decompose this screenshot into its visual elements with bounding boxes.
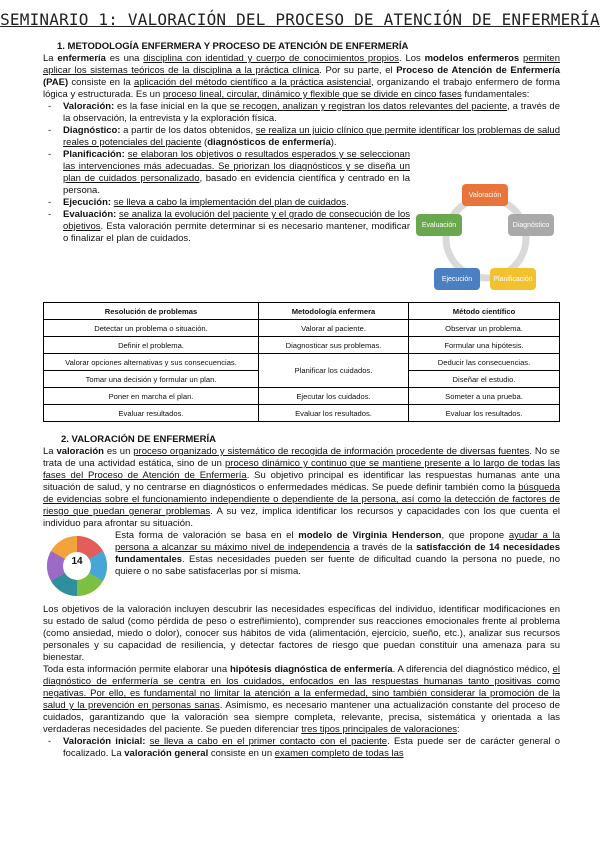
cycle-node-diagnostico: Diagnóstico (508, 214, 554, 236)
table-cell: Diagnosticar sus problemas. (259, 337, 409, 354)
section2-paragraph-3: Los objetivos de la valoración incluyen descubrir las necesidades específicas del individuo, identificar modificaciones en su estado de salud (como pérdida de peso o estreñimiento), comprender sus reacciones emocionales frente al problema (como ansiedad, miedo o dolor), conocer sus hábitos de vida (alimentación, ejercicio, sueño, etc.), analizar sus recursos personales y su capacidad de resiliencia, y detectar factores de riesgo que puedan constituir una amenaza para su bienestar. (43, 604, 560, 663)
table-header: Resolución de problemas (44, 303, 259, 320)
pae-cycle-diagram (414, 180, 559, 296)
table-cell: Evaluar resultados. (44, 405, 259, 422)
cycle-node-planificacion: Planificación (490, 268, 536, 290)
table-cell: Valorar al paciente. (259, 320, 409, 337)
section-valoracion (43, 434, 560, 760)
table-cell: Poner en marcha el plan. (44, 388, 259, 405)
section2-paragraph-4: Toda esta información permite elaborar una hipótesis diagnóstica de enfermería. A diferencia del diagnóstico médico, el diagnóstico de enfermería se centra en los cuidados, enfocados en las respuestas humanas tanto positivas como negativas. Por ello, es fundamental no limitar la atención a la enfermedad, sino también considerar la promoción de la salud y la prevención en personas sanas. Asimismo, es necesario mantener una actualización constante del proceso de cuidados, garantizando que la valoración sea siempre completa, relevante, precisa, sistemática y orientada a las verdaderas necesidades del paciente. Se pueden diferenciar tres tipos principales de valoraciones: (43, 664, 560, 735)
section1-paragraph: La enfermería es una disciplina con identidad y cuerpo de conocimientos propios. Los modelos enfermeros permiten aplicar los sistemas teóricos de la disciplina a la práctica clínica. Por su parte, el Proceso de Atención de Enfermería (PAE) consiste en la aplicación del método científico a la práctica asistencial, organizando el trabajo enfermero de forma lógica y estructurada. Es un proceso lineal, circular, dinámico y flexible que se divide en cinco fases fundamentales: (43, 53, 560, 100)
section2-paragraph-1: La valoración es un proceso organizado y sistemático de recogida de información procedente de diversas fuentes. No se trata de una actividad estática, sino de un proceso dinámico y continuo que se mantiene presente a lo largo de todas las fases del Proceso de Atención de Enfermería. Su objetivo principal es identificar las respuestas humanas ante una situación de salud, y no centrarse en diagnósticos o enfermedades médicas. Se puede definir también como la búsqueda de evidencias sobre el funcionamiento independiente o dependiente de la persona, así como la detección de factores de riesgo que puedan generar problemas. A su vez, implica identificar los recursos y capacidades con los que cuenta el individuo para afrontar su situación. (43, 446, 561, 529)
section2-heading: 2. VALORACIÓN DE ENFERMERÍA (61, 434, 217, 445)
phase-ejecucion: - Ejecución: se lleva a cabo la implementación del plan de cuidados. (43, 197, 410, 209)
table-row (44, 354, 560, 371)
table-cell: Evaluar los resultados. (259, 405, 409, 422)
table-cell: Planificar los cuidados. (259, 354, 409, 388)
comparison-table (43, 302, 560, 422)
cycle-node-ejecucion: Ejecución (434, 268, 480, 290)
page-title: SEMINARIO 1: VALORACIÓN DEL PROCESO DE ATENCIÓN DE ENFERMERÍA (0, 10, 600, 29)
cycle-node-evaluacion: Evaluación (416, 214, 462, 236)
table-header-row (44, 303, 560, 320)
section2-paragraph-2: Esta forma de valoración se basa en el modelo de Virginia Henderson, que propone ayudar a la persona a alcanzar su máximo nivel de independencia a través de la satisfacción de 14 necesidades fundamentales. Estas necesidades pueden ser fuente de dificultad cuando la persona no puede, no quiere o no sabe satisfacerlas por sí misma. (115, 530, 560, 577)
table-row (44, 337, 560, 354)
table-cell: Ejecutar los cuidados. (259, 388, 409, 405)
phase-valoracion: - Valoración: es la fase inicial en la que se recogen, analizan y registran los datos relevantes del paciente, a través de la observación, la entrevista y la exploración física. (43, 101, 560, 125)
table-header: Método científico (409, 303, 560, 320)
table-row (44, 388, 560, 405)
phase-planificacion: - Planificación: se elaboran los objetivos o resultados esperados y se seleccionan las intervenciones más adecuadas. Se priorizan los diagnósticos y se diseña un plan de cuidados personalizado, basado en evidencia científica y centrado en la persona. (43, 149, 410, 197)
section1-heading: 1. METODOLOGÍA ENFERMERA Y PROCESO DE ATENCIÓN DE ENFERMERÍA (57, 41, 409, 52)
table-cell: Formular una hipótesis. (409, 337, 560, 354)
henderson-badge: 14 (71, 556, 83, 567)
table-header: Metodología enfermera (259, 303, 409, 320)
table-cell: Definir el problema. (44, 337, 259, 354)
cycle-node-valoracion: Valoración (462, 184, 508, 206)
phase-diagnostico: - Diagnóstico: a partir de los datos obtenidos, se realiza un juicio clínico que permite identificar los problemas de salud reales o potenciales del paciente (diagnósticos de enfermería). (43, 125, 560, 149)
henderson-block (43, 530, 560, 604)
table-cell: Observar un problema. (409, 320, 560, 337)
table-cell: Diseñar el estudio. (409, 371, 560, 388)
table-row (44, 405, 560, 422)
phase-evaluacion: - Evaluación: se analiza la evolución del paciente y el grado de consecución de los objetivos. Esta valoración permite determinar si es necesario mantener, modificar o finalizar el plan de cuidados. (43, 209, 410, 245)
table-cell: Someter a una prueba. (409, 388, 560, 405)
table-cell: Valorar opciones alternativas y sus consecuencias. (44, 354, 259, 371)
table-cell: Deducir las consecuencias. (409, 354, 560, 371)
table-cell: Detectar un problema o situación. (44, 320, 259, 337)
valoracion-inicial-item: - Valoración inicial: se lleva a cabo en el primer contacto con el paciente. Esta puede ser de carácter general o focalizado. La valoración general consiste en un examen completo de todas las (43, 736, 560, 760)
table-cell: Tomar una decisión y formular un plan. (44, 371, 259, 388)
table-row (44, 320, 560, 337)
table-cell: Evaluar los resultados. (409, 405, 560, 422)
